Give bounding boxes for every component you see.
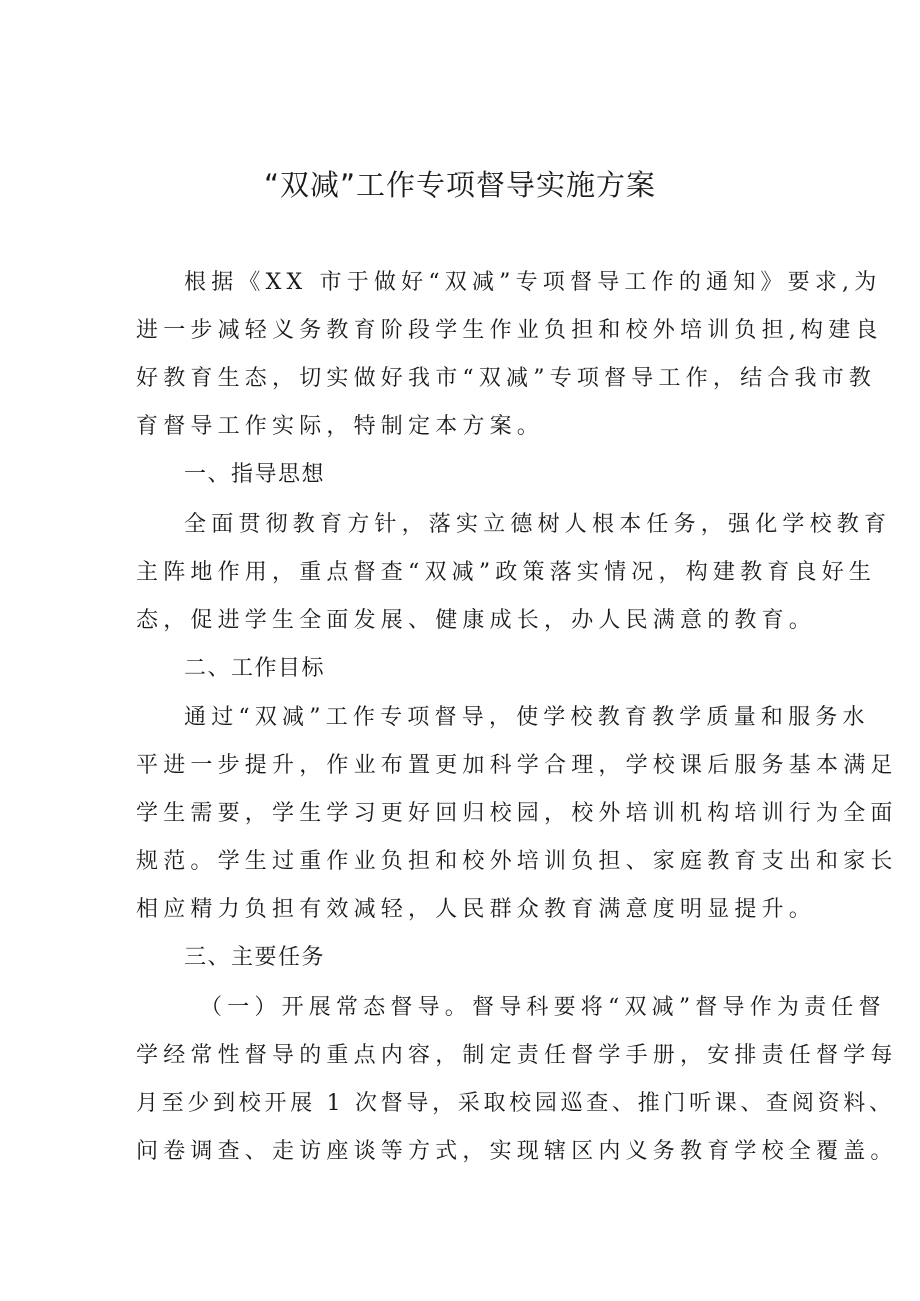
section-2-line-1: 通过“双减”工作专项督导，使学校教育教学质量和服务水: [184, 705, 870, 730]
section-3-heading: 三、主要任务: [184, 945, 326, 970]
intro-line-2: 进一步减轻义务教育阶段学生作业负担和校外培训负担,构建良: [136, 318, 883, 343]
section-3-line-3: 月至少到校开展 1 次督导，采取校园巡查、推门听课、查阅资料、: [136, 1091, 895, 1116]
section-3-line-2: 学经常性督导的重点内容，制定责任督学手册，安排责任督学每: [136, 1043, 898, 1068]
section-2-line-3: 学生需要，学生学习更好回归校园，校外培训机构培训行为全面: [136, 801, 898, 826]
section-2-line-5: 相应精力负担有效减轻，人民群众教育满意度明显提升。: [136, 897, 817, 922]
document-title: “双减”工作专项督导实施方案: [263, 168, 657, 202]
section-2-line-2: 平进一步提升，作业布置更加科学合理，学校课后服务基本满足: [136, 753, 898, 778]
section-3-line-4: 问卷调查、走访座谈等方式，实现辖区内义务教育学校全覆盖。: [136, 1139, 898, 1164]
section-1-heading: 一、指导思想: [184, 462, 326, 487]
intro-line-4: 育督导工作实际，特制定本方案。: [136, 414, 545, 439]
section-2-line-4: 规范。学生过重作业负担和校外培训负担、家庭教育支出和家长: [136, 849, 898, 874]
intro-line-1: 根据《XX 市于做好“双减”专项督导工作的通知》要求,为: [184, 270, 882, 295]
section-1-line-1: 全面贯彻教育方针，落实立德树人根本任务，强化学校教育: [184, 512, 892, 537]
section-2-heading: 二、工作目标: [184, 656, 326, 681]
intro-line-3: 好教育生态，切实做好我市“双减”专项督导工作，结合我市教: [136, 366, 877, 391]
section-3-line-1: （一）开展常态督导。督导科要将“双减”督导作为责任督: [200, 995, 886, 1020]
section-1-line-2: 主阵地作用，重点督查“双减”政策落实情况，构建教育良好生: [136, 560, 877, 585]
section-1-line-3: 态，促进学生全面发展、健康成长，办人民满意的教育。: [136, 608, 817, 633]
